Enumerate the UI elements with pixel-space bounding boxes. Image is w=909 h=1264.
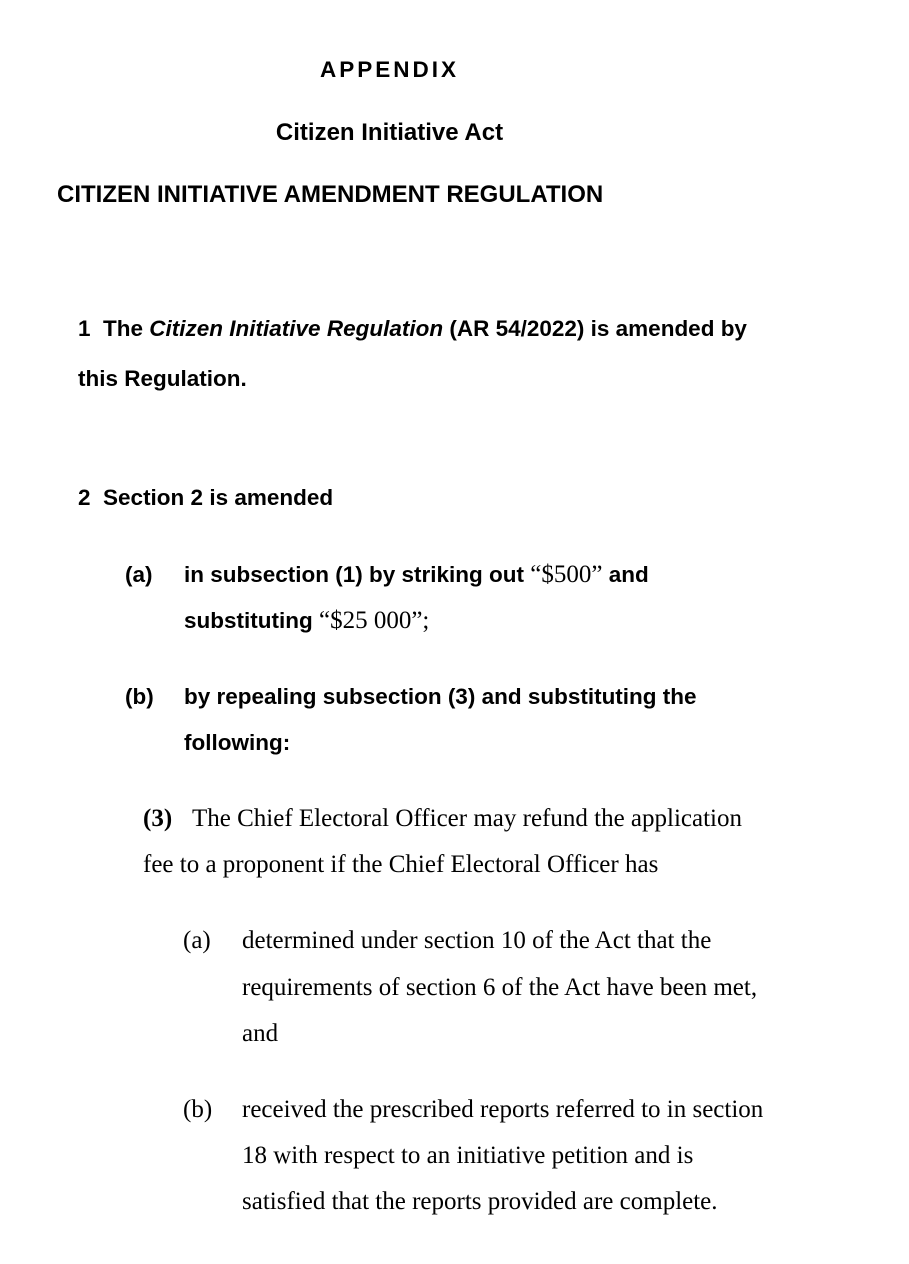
text: The [103,316,150,341]
subsection-3-label: (3) [143,805,173,832]
section-2-heading [78,483,333,513]
regulation-name: Citizen Initiative Regulation [149,316,444,341]
clause-a-label: (a) [125,562,153,587]
quote-amount: “$500” [530,561,603,588]
clause-a-line-2 [184,606,429,636]
regulation-title: CITIZEN INITIATIVE AMENDMENT REGULATION [57,181,604,208]
section-2-number: 2 [78,485,91,510]
subsection-3-line-1: The Chief Electoral Officer may refund the application [192,805,742,832]
act-title: Citizen Initiative Act [275,119,504,146]
clause-b-line-2: following: [184,730,291,755]
clause-b-label: (b) [125,684,154,709]
paragraph-a-line: requirements of section 6 of the Act have been met, [242,974,758,1001]
section-1-number: 1 [78,316,91,341]
text: in subsection (1) by striking out [184,562,531,587]
paragraph-a-line: and [242,1020,279,1047]
text: (AR 54/2022) is amended by [443,316,747,341]
paragraph-b-line: 18 with respect to an initiative petition and is [242,1142,694,1169]
quote-amount: “$25 000”; [318,607,430,634]
appendix-heading: APPENDIX [319,57,460,82]
section-1-line-1 [78,314,747,344]
section-1-line-2: this Regulation. [78,366,247,391]
paragraph-a-line: determined under section 10 of the Act that the [242,927,712,954]
section-2-text: Section 2 is amended [103,485,334,510]
paragraph-b-label: (b) [183,1096,213,1123]
text: and [602,562,649,587]
paragraph-a-label: (a) [183,927,211,954]
paragraph-b-line: received the prescribed reports referred to in section [242,1096,764,1123]
text: substituting [184,608,319,633]
subsection-3-line-2: fee to a proponent if the Chief Electoral Officer has [143,851,659,878]
clause-b-line-1: by repealing subsection (3) and substituting the [184,684,697,709]
paragraph-b-line: satisfied that the reports provided are complete. [242,1188,718,1215]
clause-a-line-1 [184,560,649,590]
